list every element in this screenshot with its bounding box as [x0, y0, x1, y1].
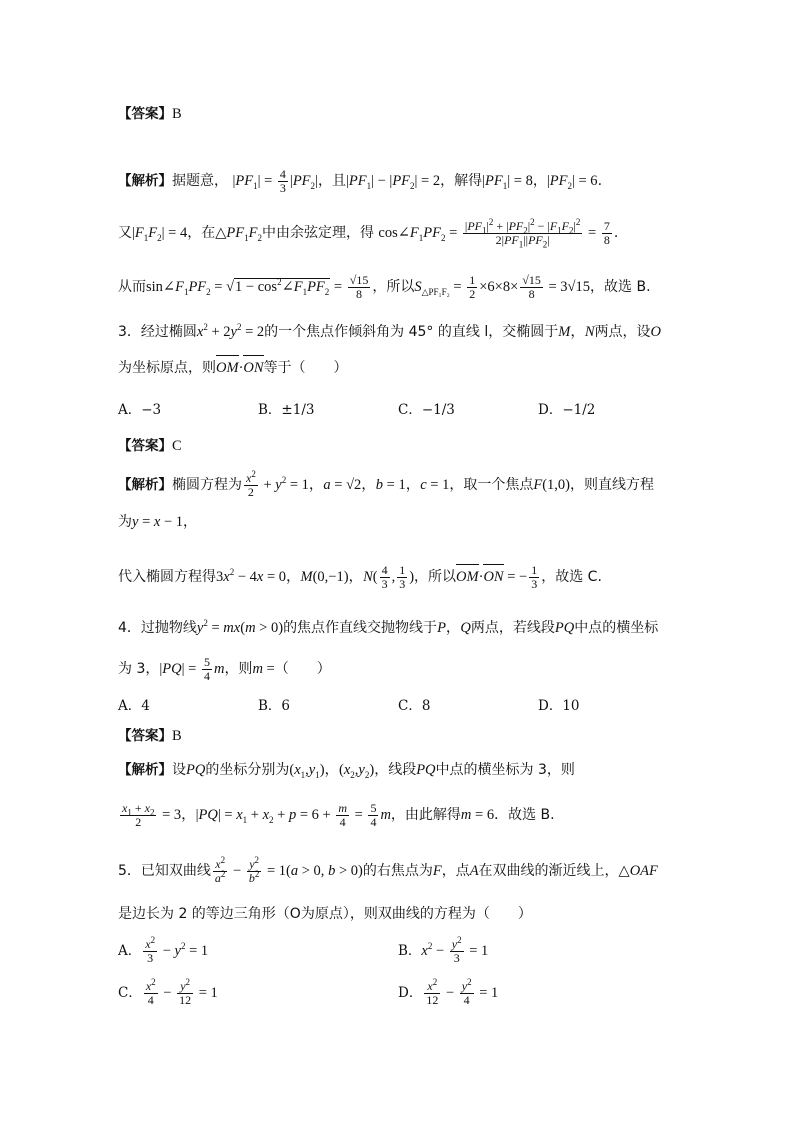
q5-option-c[interactable]: C． $\frac{x^2}{4}$ − $\frac{y^2}{12}$ = 1	[118, 977, 218, 1007]
q3-option-c[interactable]: C．−1/3	[398, 402, 455, 418]
formula: m =	[252, 660, 275, 677]
analysis-tag: 【解析】	[118, 172, 172, 189]
formula: $x^2 + 2y^2 = 2$	[196, 322, 265, 340]
q2-answer: 【答案】B	[118, 106, 182, 122]
q3-stem-line2: 为坐标原点，则OM·ON等于（ ）	[118, 360, 348, 376]
formula: $|F_1F_2| = 4$	[132, 224, 188, 243]
q3-option-d[interactable]: D．−1/2	[538, 402, 596, 418]
q3-analysis-line1: 【解析】椭圆方程为 $\frac{x^2}{2}$ + $y^2 = 1$，a = √2，b = 1，c = 1，取一个焦点F(1,0)，则直线方程	[118, 469, 654, 499]
q4-analysis-line2: $\frac{x_1 + x_2}{2}$ = 3，$|PQ| = x_1 + x_2 + p = 6$ + $\frac{m}{4}$ = $\frac{5}{4}$ m，由此解得m = 6．故选 B.	[118, 802, 555, 829]
q4-stem-line2: 为 3，|PQ| = $\frac{5}{4}$ m，则m =（ ）	[118, 655, 331, 683]
q4-option-b[interactable]: B．6	[258, 698, 291, 714]
formula: $\frac{x^2}{a^2}$ − $\frac{y^2}{b^2}$ = 1(a > 0, b > 0)	[214, 855, 363, 885]
formula: OM·ON	[216, 360, 264, 376]
formula: △OAF	[618, 862, 658, 879]
q3-analysis-line3: 代入椭圆方程得$3x^2 - 4x = 0$，M(0,−1)，N( $\frac{4}{3}$ , $\frac{1}{3}$ )，所以OM·ON = − $\frac{1}{3}$ ，故选 C.	[118, 563, 602, 591]
formula: $|PF_1| = 8$	[482, 172, 533, 191]
formula: $\cos\angle F_1PF_2$ = $\frac{|PF_1|^2 + |PF_2|^2 - |F_1F_2|^2}{2|PF_1||PF_2|}$ = $\frac{7}{8}$	[378, 217, 610, 250]
q3-answer: 【答案】C	[118, 438, 182, 454]
q4-option-a[interactable]: A．4	[118, 698, 150, 714]
formula: OM·ON = − $\frac{1}{3}$	[456, 563, 538, 591]
q5-option-d[interactable]: D． $\frac{x^2}{12}$ − $\frac{y^2}{4}$ = 1	[398, 977, 499, 1007]
formula: P，Q	[437, 620, 471, 636]
formula: $|PF_2| = 6$	[546, 172, 598, 191]
q4-option-d[interactable]: D．10	[538, 698, 580, 714]
formula: F(1,0)	[533, 476, 570, 493]
answer-tag: 【答案】	[118, 106, 172, 122]
formula: M，N	[558, 324, 595, 340]
formula: $|PF_1| - |PF_2| = 2$	[345, 172, 441, 191]
q4-stem-line1: 4．过抛物线$y^2 = mx(m > 0)$的焦点作直线交抛物线于P，Q两点，若线段PQ中点的横坐标	[118, 618, 659, 636]
formula: y = x − 1	[132, 514, 183, 530]
q4-analysis-line1: 【解析】设PQ的坐标分别为$(x_1,y_1)$，$(x_2,y_2)$，线段PQ中点的横坐标为 3，则	[118, 762, 575, 780]
q3-option-b[interactable]: B．±1/3	[258, 402, 315, 418]
formula: $S_{\triangle PF_1F_2}$ = $\frac{1}{2}$ ×6×8× $\frac{√15}{8}$ = 3√15	[414, 273, 591, 301]
q5-option-b[interactable]: B．$x^2$ − $\frac{y^2}{3}$ = 1	[398, 935, 489, 965]
formula: $|PF_1|$ = $\frac{4}{3}$ $|PF_2|$	[232, 167, 318, 195]
q5-stem-line2: 是边长为 2 的等边三角形（O为原点），则双曲线的方程为（ ）	[118, 906, 532, 922]
q3-option-a[interactable]: A．−3	[118, 402, 162, 418]
q2-analysis-line2: 又$|F_1F_2| = 4$，在$\triangle PF_1F_2$中由余弦定理，得 $\cos\angle F_1PF_2$ = $\frac{|PF_1|^2 + |PF_2|^2 - |F_1F_2|^2}{2|PF_1||PF_2|}$ = $\frac{7}{8}$ .	[118, 217, 619, 250]
formula: $(x_1,y_1)$，$(x_2,y_2)$	[289, 762, 375, 780]
q2-analysis-line1: 【解析】据题意， $|PF_1|$ = $\frac{4}{3}$ $|PF_2|$，且$|PF_1| - |PF_2| = 2$，解得$|PF_1| = 8$，$|PF_2| = 6$.	[118, 167, 603, 195]
formula: $\sin\angle F_1PF_2 = √1$ − $\cos^2\angle F_1PF_2$ = $\frac{√15}{8}$	[146, 273, 369, 301]
formula: $\triangle PF_1F_2$	[215, 224, 262, 243]
q4-answer: 【答案】B	[118, 728, 182, 744]
formula: |PQ| = $\frac{5}{4}$ m	[159, 655, 225, 683]
q5-stem-line1: 5．已知双曲线 $\frac{x^2}{a^2}$ − $\frac{y^2}{b^2}$ = 1(a > 0, b > 0)的右焦点为F，点A在双曲线的渐近线上，△OAF	[118, 855, 658, 885]
q4-option-c[interactable]: C．8	[398, 698, 431, 714]
q3-analysis-line2: 为y = x − 1，	[118, 514, 197, 530]
formula: m = 6	[460, 806, 495, 823]
formula: $y^2 = mx(m > 0)$	[196, 618, 284, 636]
formula: $3x^2 - 4x = 0$，M(0,−1)，N( $\frac{4}{3}$ , $\frac{1}{3}$ )	[216, 563, 415, 591]
formula: $\frac{x_1 + x_2}{2}$ = 3，$|PQ| = x_1 + x_2 + p = 6$ + $\frac{m}{4}$ = $\frac{5}{4}$ m	[122, 801, 391, 829]
formula: $\frac{x^2}{2}$ + $y^2 = 1$，a = √2，b = 1，c = 1	[246, 469, 450, 499]
q5-option-a[interactable]: A． $\frac{x^2}{3}$ − $y^2 = 1$	[118, 935, 209, 965]
q2-analysis-line3: 从而$\sin\angle F_1PF_2 = √1$ − $\cos^2\angle F_1PF_2$ = $\frac{√15}{8}$ ，所以$S_{\triangle PF_1F_2}$ = $\frac{1}{2}$ ×6×8× $\frac{√15}{8}$ = 3√15，故选 B.	[118, 273, 651, 301]
q3-stem-line1: 3．经过椭圆$x^2 + 2y^2 = 2$的一个焦点作倾斜角为 45° 的直线 l，交椭圆于M，N两点，设O	[118, 322, 661, 340]
